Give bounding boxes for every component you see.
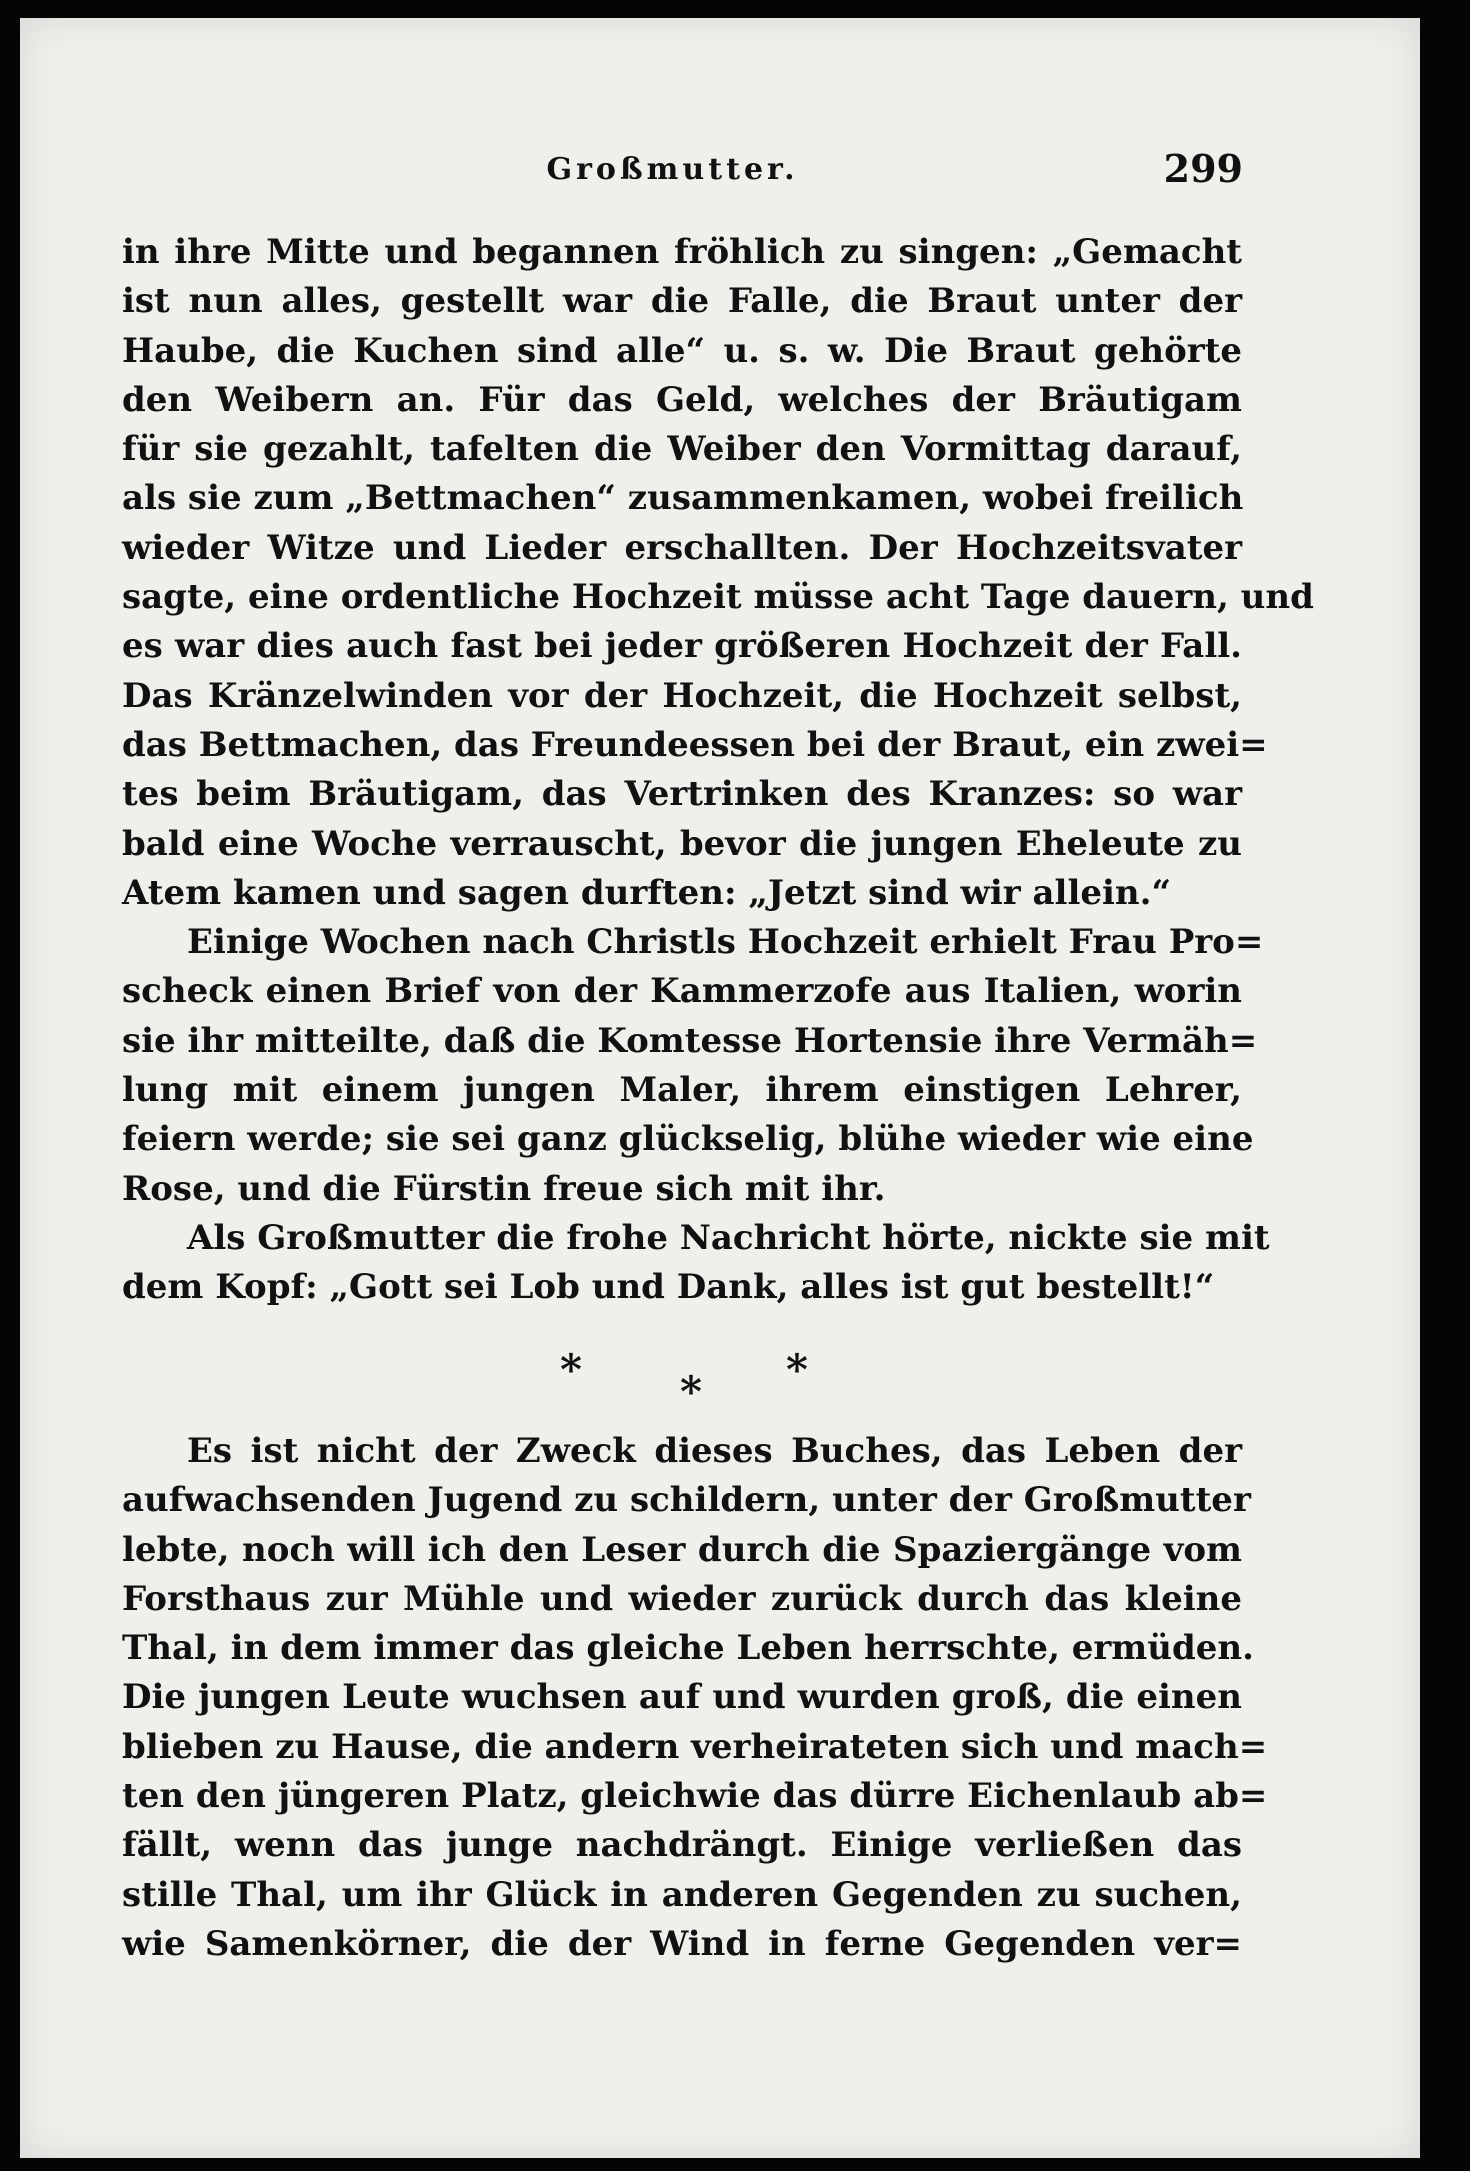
text-line: lebte, noch will ich den Leser durch die Spaziergänge vom	[122, 1529, 1242, 1570]
text-line: fällt, wenn das junge nachdrängt. Einige verließen das	[122, 1825, 1242, 1866]
text-line: es war dies auch fast bei jeder größeren Hochzeit der Fall.	[122, 626, 1242, 667]
separator-star: *	[680, 1367, 702, 1416]
binding-edge	[0, 0, 14, 2171]
text-line: tes beim Bräutigam, das Vertrinken des Kranzes: so war	[122, 774, 1242, 815]
text-line: Einige Wochen nach Christls Hochzeit erhielt Frau Pro=	[187, 922, 1264, 963]
separator-star: *	[786, 1345, 808, 1394]
section-separator	[0, 1345, 1470, 1425]
separator-star: *	[560, 1345, 582, 1394]
text-line: Als Großmutter die frohe Nachricht hörte, nickte sie mit	[187, 1217, 1270, 1258]
running-head: Großmutter.	[546, 152, 799, 187]
text-line: wieder Witze und Lieder erschallten. Der Hochzeitsvater	[122, 527, 1242, 568]
text-line: scheck einen Brief von der Kammerzofe aus Italien, worin	[122, 971, 1242, 1012]
page-number: 299	[1163, 146, 1243, 191]
page-header	[110, 146, 1243, 202]
text-line: sie ihr mitteilte, daß die Komtesse Hortensie ihre Vermäh=	[122, 1020, 1258, 1061]
text-line: als sie zum „Bettmachen“ zusammenkamen, wobei freilich	[122, 478, 1244, 519]
text-line: den Weibern an. Für das Geld, welches der Bräutigam	[122, 379, 1242, 420]
text-line: stille Thal, um ihr Glück in anderen Gegenden zu suchen,	[122, 1874, 1242, 1915]
text-line: Die jungen Leute wuchsen auf und wurden groß, die einen	[122, 1677, 1242, 1718]
text-line: ten den jüngeren Platz, gleichwie das dürre Eichenlaub ab=	[122, 1776, 1268, 1817]
text-line: für sie gezahlt, tafelten die Weiber den Vormittag darauf,	[122, 429, 1242, 470]
text-line: feiern werde; sie sei ganz glückselig, blühe wieder wie eine	[122, 1119, 1254, 1160]
text-line: bald eine Woche verrauscht, bevor die jungen Eheleute zu	[122, 823, 1242, 864]
text-line: wie Samenkörner, die der Wind in ferne Gegenden ver=	[122, 1923, 1242, 1964]
text-line: das Bettmachen, das Freundeessen bei der Braut, ein zwei=	[122, 724, 1268, 765]
text-line: Forsthaus zur Mühle und wieder zurück durch das kleine	[122, 1578, 1242, 1619]
text-line: Thal, in dem immer das gleiche Leben herrschte, ermüden.	[122, 1628, 1254, 1669]
text-line: dem Kopf: „Gott sei Lob und Dank, alles ist gut bestellt!“	[122, 1267, 1215, 1308]
text-line: in ihre Mitte und begannen fröhlich zu singen: „Gemacht	[122, 232, 1242, 272]
text-line: Rose, und die Fürstin freue sich mit ihr.	[122, 1168, 886, 1209]
body-text-bottom	[122, 1427, 1268, 1969]
body-text-top	[122, 228, 1314, 1313]
text-line: lung mit einem jungen Maler, ihrem einstigen Lehrer,	[122, 1070, 1242, 1111]
text-line: aufwachsenden Jugend zu schildern, unter der Großmutter	[122, 1480, 1251, 1521]
text-line: sagte, eine ordentliche Hochzeit müsse acht Tage dauern, und	[122, 577, 1314, 618]
text-line: blieben zu Hause, die andern verheirateten sich und mach=	[122, 1726, 1268, 1767]
text-line: Haube, die Kuchen sind alle“ u. s. w. Die Braut gehörte	[122, 330, 1242, 371]
text-line: ist nun alles, gestellt war die Falle, die Braut unter der	[122, 281, 1242, 322]
text-line: Atem kamen und sagen durften: „Jetzt sind wir allein.“	[122, 872, 1172, 913]
text-line: Es ist nicht der Zweck dieses Buches, das Leben der	[187, 1431, 1242, 1471]
text-line: Das Kränzelwinden vor der Hochzeit, die Hochzeit selbst,	[122, 675, 1242, 716]
